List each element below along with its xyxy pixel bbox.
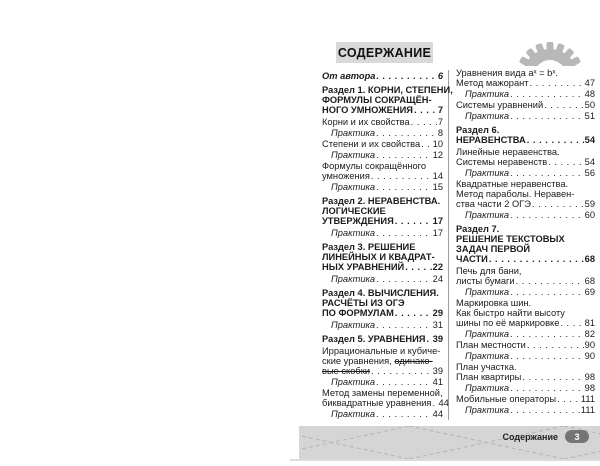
toc-line: Практика . . . 15 [331, 182, 443, 192]
toc-page-number: 68 [584, 276, 595, 286]
dot-leader [544, 100, 583, 110]
page-number-badge: 3 [565, 430, 589, 443]
toc-page-number: 56 [584, 168, 595, 178]
toc-page-number: 111 [580, 394, 595, 404]
dot-leader [527, 135, 584, 145]
toc-page-number: 41 [432, 377, 443, 387]
toc-line: ства части 2 ОГЭ . . . 59 [456, 199, 595, 209]
toc-page-number: 69 [584, 287, 595, 297]
toc-line: Раздел 2. НЕРАВЕНСТВА. [322, 196, 441, 206]
toc-entry [322, 150, 443, 160]
toc-section-entry [322, 242, 443, 272]
toc-line: Раздел 4. ВЫЧИСЛЕНИЯ. [322, 288, 439, 298]
dot-leader [376, 182, 432, 192]
dot-leader [432, 398, 437, 408]
toc-section-entry [322, 288, 443, 318]
toc-line: Квадратные неравенства. [456, 179, 569, 189]
toc-line: РАСЧЁТЫ ИЗ ОГЭ [322, 298, 405, 308]
toc-entry [322, 377, 443, 387]
toc-line: Линейные неравенства. [456, 147, 560, 157]
contents-title: СОДЕРЖАНИЕ [337, 45, 432, 60]
dot-leader [510, 210, 584, 220]
toc-line: ЧАСТИ . . . 68 [456, 254, 595, 264]
toc-entry [456, 147, 595, 167]
toc-page-number: 90 [584, 340, 595, 350]
toc-line: Практика . . . 8 [331, 128, 443, 138]
toc-line: Практика . . . 60 [465, 210, 595, 220]
toc-line: биквадратные уравнения . . . 44 [322, 398, 443, 408]
toc-entry [456, 394, 595, 404]
toc-line: вые скобки . . . 39 [322, 366, 443, 376]
dot-leader [510, 351, 584, 361]
column-divider [448, 70, 449, 420]
toc-page-number: 17 [432, 228, 443, 238]
toc-line: Системы уравнений . . . 50 [456, 100, 595, 110]
toc-line: Практика . . . 44 [331, 409, 443, 419]
toc-page-number: 7 [437, 105, 443, 115]
toc-entry [322, 274, 443, 284]
toc-line: Раздел 6. [456, 125, 500, 135]
toc-line: Корни и их свойства . . . 7 [322, 117, 443, 127]
toc-entry [322, 346, 443, 376]
toc-entry [456, 266, 595, 286]
footer-band [299, 426, 600, 459]
toc-entry [456, 362, 595, 382]
toc-page-number: 12 [432, 150, 443, 160]
toc-page-number: 60 [584, 210, 595, 220]
toc-page-number: 50 [584, 100, 595, 110]
toc-page-number: 29 [432, 308, 443, 318]
toc-line: Практика . . . 69 [465, 287, 595, 297]
toc-line: листы бумаги . . . 68 [456, 276, 595, 286]
toc-page-number: 81 [584, 318, 595, 328]
toc-line: шины по её маркировке . . . 81 [456, 318, 595, 328]
toc-page-number: 14 [432, 171, 443, 181]
toc-line: Практика . . . 111 [465, 405, 595, 415]
dot-leader [426, 334, 431, 344]
gear-icon [511, 40, 589, 66]
toc-entry [456, 405, 595, 415]
footer-inner [503, 430, 589, 443]
toc-line: Системы неравенств . . . 54 [456, 157, 595, 167]
toc-page-number: 90 [584, 351, 595, 361]
toc-page-number: 39 [432, 366, 443, 376]
toc-entry [456, 111, 595, 121]
toc-line: ЛИНЕЙНЫХ И КВАДРАТ- [322, 252, 435, 262]
toc-line: Практика . . . 56 [465, 168, 595, 178]
toc-section-entry [322, 85, 453, 115]
dot-leader [548, 157, 583, 167]
dot-leader [560, 318, 583, 328]
toc-line: Раздел 7. [456, 224, 500, 234]
toc-line: План квартиры . . . 98 [456, 372, 595, 382]
toc-line: Уравнения вида aˣ = bˣ. [456, 68, 558, 78]
dot-leader [376, 71, 436, 81]
toc-entry [456, 351, 595, 361]
toc-page-number: 24 [432, 274, 443, 284]
toc-page-number: 10 [432, 139, 443, 149]
toc-line: Практика . . . 82 [465, 329, 595, 339]
toc-line: Практика . . . 12 [331, 150, 443, 160]
toc-page-number: 54 [584, 157, 595, 167]
toc-entry [322, 117, 443, 127]
toc-entry [322, 71, 443, 81]
toc-line: Практика . . . 48 [465, 89, 595, 99]
toc-line: Как быстро найти высоту [456, 308, 565, 318]
dot-leader [371, 366, 432, 376]
toc-line: Практика . . . 31 [331, 320, 443, 330]
toc-line: Печь для бани, [456, 266, 522, 276]
toc-line: Маркировка шин. [456, 298, 532, 308]
toc-line: ские уравнения, одинако- [322, 356, 433, 366]
dot-leader [376, 274, 432, 284]
toc-page-number: 98 [584, 383, 595, 393]
toc-page-number: 54 [584, 135, 595, 145]
toc-line: Раздел 3. РЕШЕНИЕ [322, 242, 416, 252]
toc-line: Метод параболы. Неравен- [456, 189, 575, 199]
toc-line: Метод замены переменной, [322, 388, 443, 398]
toc-entry [456, 298, 595, 328]
dot-leader [510, 89, 584, 99]
toc-page-number: 44 [438, 398, 449, 408]
toc-page-number: 82 [584, 329, 595, 339]
dot-leader [414, 105, 437, 115]
dot-leader [510, 287, 584, 297]
toc-entry [456, 89, 595, 99]
toc-entry [322, 320, 443, 330]
toc-entry [456, 287, 595, 297]
toc-page-number: 98 [584, 372, 595, 382]
toc-line: План участка. [456, 362, 517, 372]
toc-entry [456, 340, 595, 350]
toc-section-entry [322, 196, 443, 226]
dot-leader [489, 254, 584, 264]
dot-leader [376, 409, 432, 419]
dot-leader [376, 377, 432, 387]
toc-line: Практика . . . 17 [331, 228, 443, 238]
dot-leader [510, 329, 584, 339]
dot-leader [371, 171, 432, 181]
toc-line: УТВЕРЖДЕНИЯ . . . 17 [322, 216, 443, 226]
toc-entry [322, 128, 443, 138]
toc-line: План местности . . . 90 [456, 340, 595, 350]
toc-line: Практика . . . 90 [465, 351, 595, 361]
toc-page-number: 68 [584, 254, 595, 264]
toc-entry [456, 383, 595, 393]
toc-line: РЕШЕНИЕ ТЕКСТОВЫХ [456, 234, 565, 244]
toc-page-number: 6 [437, 71, 443, 81]
toc-line: Степени и их свойства . . . 10 [322, 139, 443, 149]
toc-line: Практика . . . 51 [465, 111, 595, 121]
toc-page-number: 15 [432, 182, 443, 192]
dot-leader [395, 216, 432, 226]
toc-page-number: 17 [432, 216, 443, 226]
toc-line: Практика . . . 24 [331, 274, 443, 284]
dot-leader [530, 78, 584, 88]
toc-entry [456, 100, 595, 110]
page-edge-line [290, 459, 600, 461]
toc-line: Формулы сокращённого [322, 161, 426, 171]
toc-section-entry [456, 125, 595, 145]
dot-leader [516, 276, 584, 286]
toc-section-entry [456, 224, 595, 264]
toc-line: ЛОГИЧЕСКИЕ [322, 206, 386, 216]
toc-line: НОГО УМНОЖЕНИЯ . . . 7 [322, 105, 443, 115]
toc-page-number: 51 [584, 111, 595, 121]
toc-section-entry [322, 334, 443, 344]
dot-leader [421, 139, 432, 149]
toc-page-number: 7 [437, 117, 443, 127]
toc-line: Иррациональные и кубиче- [322, 346, 441, 356]
dot-leader [411, 117, 437, 127]
dot-leader [376, 320, 432, 330]
toc-entry [456, 210, 595, 220]
toc-entry [456, 168, 595, 178]
toc-entry [456, 68, 595, 88]
toc-entry [322, 388, 449, 408]
toc-line: Мобильные операторы . . . 111 [456, 394, 595, 404]
toc-page-number: 47 [584, 78, 595, 88]
toc-line: умножения . . . 14 [322, 171, 443, 181]
toc-page-number: 39 [432, 334, 443, 344]
dot-leader [510, 111, 584, 121]
toc-page-number: 8 [437, 128, 443, 138]
dot-leader [557, 394, 580, 404]
dot-leader [376, 150, 432, 160]
toc-line: Раздел 5. УРАВНЕНИЯ . . . 39 [322, 334, 443, 344]
dot-leader [510, 168, 584, 178]
toc-page-number: 111 [580, 405, 595, 415]
dot-leader [395, 308, 432, 318]
toc-line: НЫХ УРАВНЕНИЙ . . . 22 [322, 262, 443, 272]
footer-section-label: Содержание [502, 431, 558, 442]
dot-leader [510, 383, 584, 393]
toc-page-number: 59 [584, 199, 595, 209]
dot-leader [522, 372, 583, 382]
toc-column-left [322, 71, 453, 420]
toc-line: Раздел 1. КОРНИ, СТЕПЕНИ, [322, 85, 453, 95]
toc-line: ЗАДАЧ ПЕРВОЙ [456, 244, 531, 254]
toc-page-number: 44 [432, 409, 443, 419]
toc-entry [456, 329, 595, 339]
toc-line: ФОРМУЛЫ СОКРАЩЁН- [322, 95, 432, 105]
toc-entry [322, 409, 443, 419]
dot-leader [405, 262, 431, 272]
contents-title-box [336, 42, 433, 63]
toc-line: Метод мажорант . . . 47 [456, 78, 595, 88]
toc-line: Практика . . . 98 [465, 383, 595, 393]
toc-entry [322, 182, 443, 192]
toc-entry [456, 179, 595, 209]
dot-leader [532, 199, 584, 209]
toc-entry [322, 161, 443, 181]
toc-line: Практика . . . 41 [331, 377, 443, 387]
toc-page-number: 31 [432, 320, 443, 330]
toc-column-right [456, 67, 595, 416]
dot-leader [376, 128, 437, 138]
toc-line: ПО ФОРМУЛАМ . . . 29 [322, 308, 443, 318]
dot-leader [376, 228, 432, 238]
toc-page-number: 48 [584, 89, 595, 99]
toc-line: От автора . . . 6 [322, 71, 443, 81]
toc-entry [322, 228, 443, 238]
dot-leader [510, 405, 580, 415]
toc-page-number: 22 [432, 262, 443, 272]
toc-entry [322, 139, 443, 149]
dot-leader [527, 340, 584, 350]
toc-line: НЕРАВЕНСТВА . . . 54 [456, 135, 595, 145]
